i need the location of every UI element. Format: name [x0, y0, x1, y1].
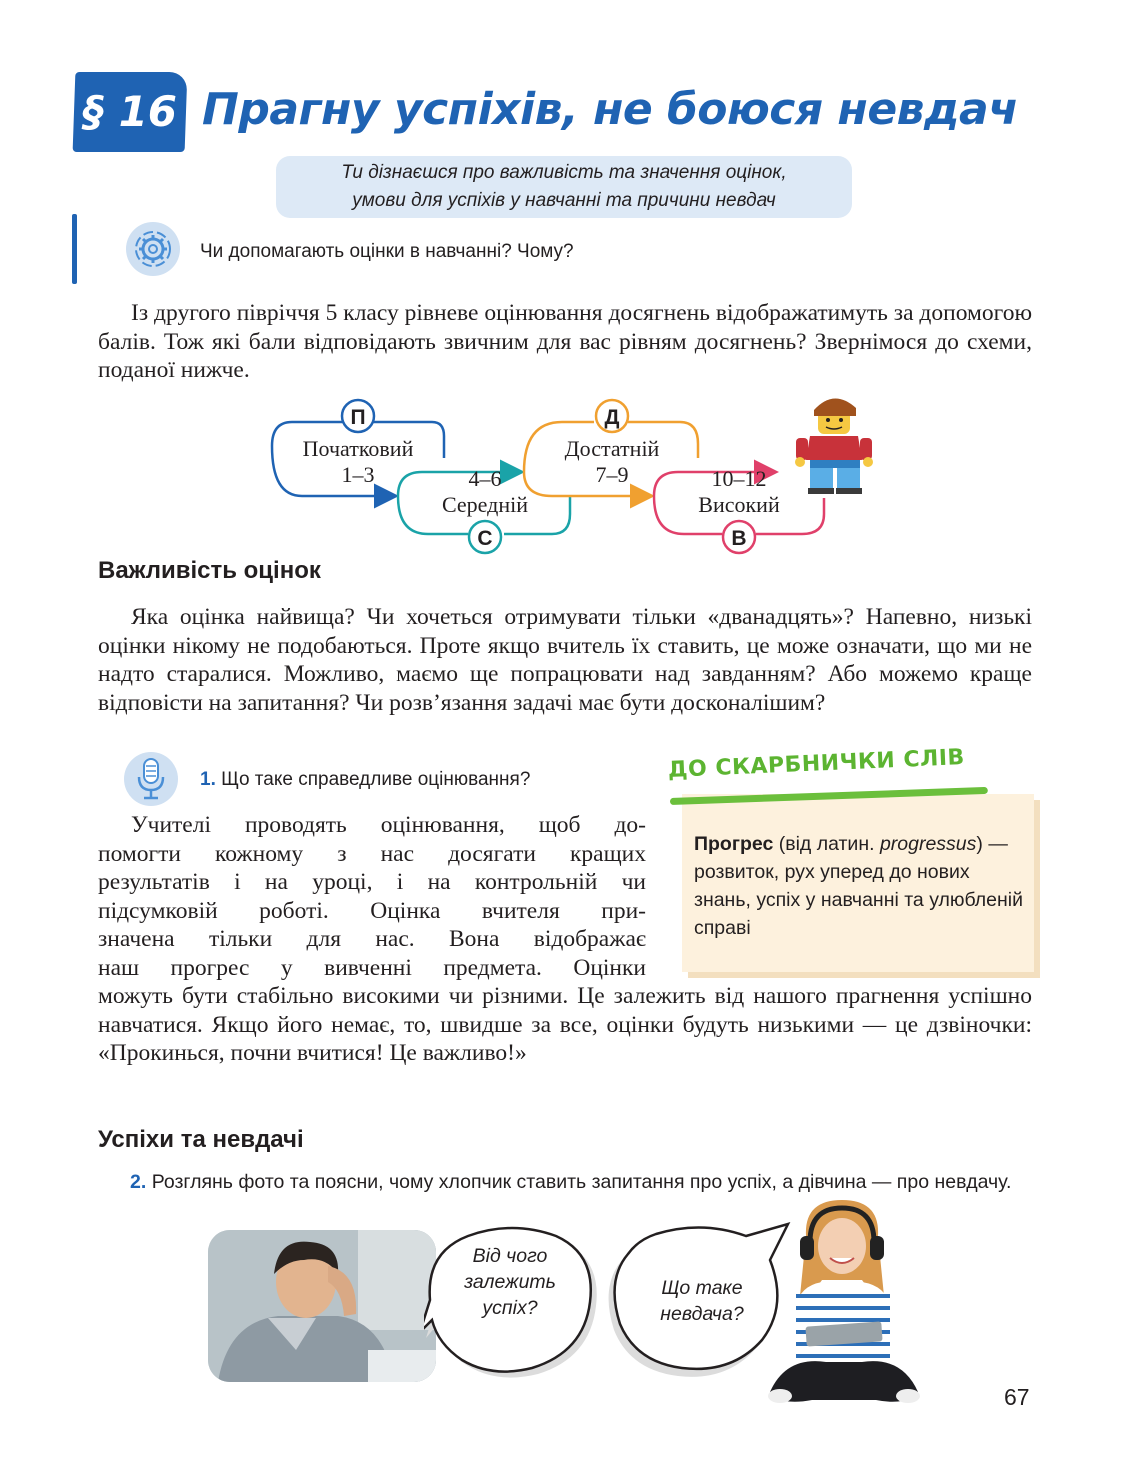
side-accent-bar — [72, 214, 77, 284]
learning-goal-box — [276, 156, 852, 218]
speech-bubble-boy — [424, 1222, 600, 1378]
vocab-origin-prefix: (від латин. — [773, 833, 880, 855]
level-name-high: Високий — [698, 492, 780, 517]
para2-line: помогти кожному з нас досягати кращих — [98, 840, 646, 867]
vocabulary-title: ДО СКАРБНИЧКИ СЛІВ — [667, 745, 966, 783]
level-letter-d: Д — [604, 406, 620, 429]
task-1-number: 1. — [200, 769, 216, 790]
girl-photo — [766, 1196, 922, 1410]
section-heading-importance: Важливість оцінок — [98, 557, 321, 584]
microphone-icon — [124, 752, 178, 806]
level-name-initial: Початковий — [302, 436, 414, 461]
level-letter-v: В — [731, 527, 747, 550]
para2-line: підсумковій роботі. Оцінка вчителя при- — [98, 897, 646, 924]
bubble-boy-line: успіх? — [482, 1297, 538, 1319]
bubble-boy-line: Від чого — [472, 1245, 548, 1267]
para2-line: наш прогрес у вивченні предмета. Оцінки — [98, 954, 646, 981]
section1-paragraph2-rest: можуть бути стабільно високими чи різними. Це залежить від нашого прагнення успішно навчатися. Якщо його немає, то, швидше за все, оцінки будуть низькими — це дзвіночки: «Прокинься, почни вчитися! Це важливо!» — [98, 983, 1032, 1066]
level-name-middle: Середній — [441, 492, 529, 517]
vocab-term: Прогрес — [694, 833, 774, 855]
vocab-origin-word: progressus — [879, 833, 977, 855]
task-2-text: Розглянь фото та поясни, чому хлопчик ставить запитання про успіх, а дівчина — про невдачу. — [151, 1171, 1012, 1193]
grading-scheme — [262, 396, 882, 560]
para2-line: значена тільки для нас. Вона відображає — [98, 926, 646, 952]
page-number: 67 — [1004, 1384, 1030, 1410]
bubble-girl-line: невдача? — [660, 1303, 744, 1325]
section1-paragraph: Яка оцінка найвища? Чи хочеться отримувати тільки «дванадцять»? Напевно, низькі оцінки нікому не подобаються. Проте якщо вчитель їх ставить, це може означати, що ми не надто старалися. Можливо, маємо ще попрацювати над завданням? Або можемо краще відповісти на запитання? Чи розв’язання задачі має бути досконалішим? — [98, 604, 1032, 716]
level-letter-p: П — [350, 406, 366, 429]
vocab-definition-text: ) — розвиток, рух уперед до нових знань, успіх у навчанні та улюбленій справі — [694, 833, 1024, 939]
lego-figure-icon — [795, 398, 873, 494]
boy-photo — [208, 1230, 436, 1382]
page-title: Прагну успіхів, не боюся невдач — [202, 84, 1018, 135]
task-1-text: Що таке справедливе оцінювання? — [221, 769, 531, 790]
intro-question: Чи допомагають оцінки в навчанні? Чому? — [200, 241, 574, 262]
section-heading-success: Успіхи та невдачі — [98, 1126, 304, 1153]
level-range-initial: 1–3 — [341, 462, 375, 487]
para2-line: Учителі проводять оцінювання, щоб до- — [131, 812, 646, 838]
bubble-girl-line: Що таке — [661, 1277, 743, 1299]
gear-icon — [126, 222, 180, 276]
task-2-number: 2. — [130, 1171, 147, 1193]
level-range-middle: 4–6 — [468, 466, 502, 491]
paragraph-number: § 16 — [82, 87, 178, 136]
level-name-sufficient: Достатній — [564, 436, 660, 461]
para2-line: результатів і на уроці, і на контрольній чи — [98, 869, 646, 895]
level-letter-s: С — [477, 527, 493, 550]
goal-line-2: умови для успіхів у навчанні та причини невдач — [352, 190, 776, 211]
task-2 — [130, 1170, 1032, 1195]
goal-line-1: Ти дізнаєшся про важливість та значення оцінок, — [341, 162, 787, 183]
vocabulary-definition — [694, 830, 1024, 942]
level-range-high: 10–12 — [711, 466, 767, 491]
bubble-boy-line: залежить — [464, 1271, 556, 1293]
task-1 — [200, 768, 530, 792]
intro-paragraph: Із другого півріччя 5 класу рівневе оцінювання досягнень відображатимуть за допомогою балів. Тож які бали відповідають звичним для вас рівням досягнень? Звернімося до схеми, поданої нижче. — [98, 300, 1032, 383]
level-range-sufficient: 7–9 — [595, 462, 629, 487]
section1-paragraph2-narrow — [98, 811, 646, 982]
